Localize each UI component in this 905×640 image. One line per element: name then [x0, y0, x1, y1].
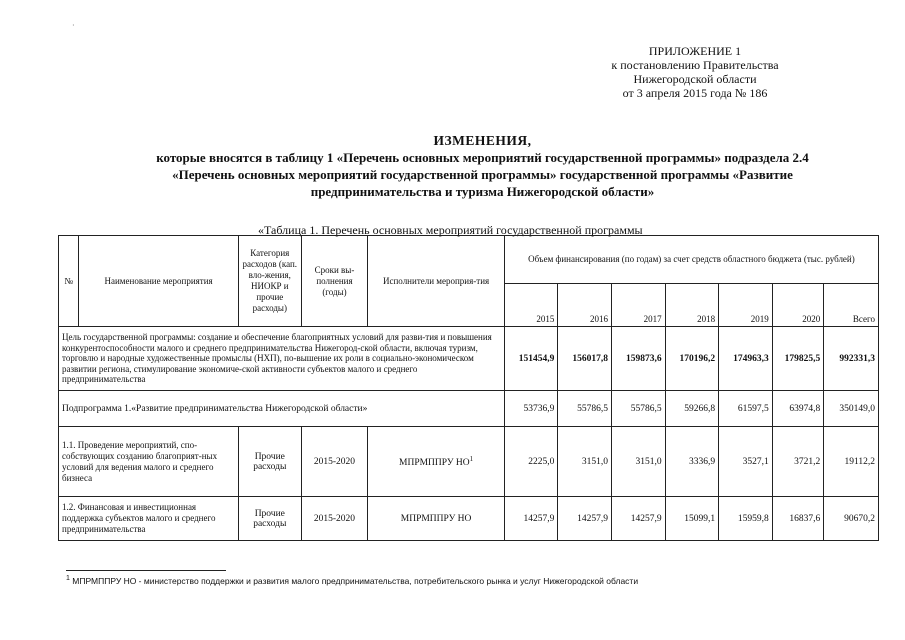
row-1-value-2019: 3527,1	[719, 427, 773, 497]
row-2-category: Прочие расходы	[238, 497, 301, 541]
goal-value-2017: 159873,6	[611, 327, 665, 391]
appendix-line-3: Нижегородской области	[633, 72, 757, 86]
subprogram-value-2017: 55786,5	[611, 391, 665, 427]
goal-value-2020: 179825,5	[772, 327, 824, 391]
subprogram-text: Подпрограмма 1.«Развитие предпринимательства Нижегородской области»	[59, 391, 505, 427]
subprogram-row	[59, 391, 879, 427]
row-1-term: 2015-2020	[301, 427, 368, 497]
row-1-category: Прочие расходы	[238, 427, 301, 497]
row-1-executor-text: МПРМППРУ НО	[399, 458, 470, 469]
row-1-value-total: 19112,2	[824, 427, 879, 497]
subprogram-value-2016: 55786,5	[558, 391, 612, 427]
row-2-value-2015: 14257,9	[504, 497, 558, 541]
row-1-value-2016: 3151,0	[558, 427, 612, 497]
goal-text: Цель государственной программы: создание и обеспечение благоприятных условий для разви-тия и повышения конкурентоспособности малого и среднего предпринимательства Нижегород-ской области, включая туризм, торговлю и народные художественные промыслы (НХП), по-вышение их роли в социально-экономическом развитии региона, стимулирование экономиче-ской активности субъектов малого и среднего предпринимательства	[59, 327, 505, 391]
row-2-term: 2015-2020	[301, 497, 368, 541]
year-header-total: Всего	[824, 284, 879, 327]
footnote-text: МПРМППРУ НО - министерство поддержки и развития малого предпринимательства, потребительского рынка и услуг Нижегородской области	[69, 575, 639, 586]
header-row-1	[59, 236, 879, 284]
appendix-line-1: ПРИЛОЖЕНИЕ 1	[648, 44, 742, 58]
appendix-line-2: к постановлению Правительства	[611, 58, 779, 72]
row-2-value-2019: 15959,8	[719, 497, 773, 541]
row-1-value-2017: 3151,0	[611, 427, 665, 497]
footnote-ref: 1	[469, 454, 474, 463]
footnote	[66, 575, 638, 586]
col-number-header: №	[59, 236, 79, 327]
footnote-divider	[66, 570, 226, 571]
heading-line-4: предпринимательства и туризма Нижегородской области»	[310, 184, 655, 199]
year-header-2016: 2016	[558, 284, 612, 327]
year-header-2018: 2018	[665, 284, 719, 327]
measures-table	[58, 235, 879, 541]
table-row	[59, 497, 879, 541]
table-caption: «Таблица 1. Перечень основных мероприятий государственной программы	[258, 223, 643, 237]
heading-line-2: которые вносятся в таблицу 1 «Перечень основных мероприятий государственной программы» подраздела 2.4	[156, 150, 809, 165]
appendix-line-4: от 3 апреля 2015 года № 186	[622, 86, 768, 100]
goal-row	[59, 327, 879, 391]
table-row	[59, 427, 879, 497]
col-term-header: Сроки вы-полнения (годы)	[301, 236, 368, 327]
scan-mark: ·	[72, 21, 75, 30]
row-2-value-2020: 16837,6	[772, 497, 824, 541]
subprogram-value-2018: 59266,8	[665, 391, 719, 427]
goal-value-total: 992331,3	[824, 327, 879, 391]
goal-value-2019: 174963,3	[719, 327, 773, 391]
year-header-2015: 2015	[504, 284, 558, 327]
goal-value-2016: 156017,8	[558, 327, 612, 391]
row-2-executor: МПРМППРУ НО	[368, 497, 504, 541]
subprogram-value-total: 350149,0	[824, 391, 879, 427]
footnote-mark: 1	[66, 575, 70, 582]
row-1-executor	[368, 427, 504, 497]
row-2-value-2018: 15099,1	[665, 497, 719, 541]
heading-title: ИЗМЕНЕНИЯ,	[433, 133, 532, 148]
row-2-name: 1.2. Финансовая и инвестиционная поддержка субъектов малого и среднего предпринимательства	[59, 497, 239, 541]
row-2-value-total: 90670,2	[824, 497, 879, 541]
heading-line-3: «Перечень основных мероприятий государственной программы» государственной программы «Развитие	[172, 167, 793, 182]
subprogram-value-2015: 53736,9	[504, 391, 558, 427]
col-funding-header: Объем финансирования (по годам) за счет средств областного бюджета (тыс. рублей)	[504, 236, 878, 284]
col-name-header: Наименование мероприятия	[79, 236, 239, 327]
row-1-value-2020: 3721,2	[772, 427, 824, 497]
document-heading	[60, 132, 905, 200]
col-category-header: Категория расходов (кап. вло-жения, НИОКР и прочие расходы)	[238, 236, 301, 327]
row-2-value-2017: 14257,9	[611, 497, 665, 541]
goal-value-2015: 151454,9	[504, 327, 558, 391]
year-header-2017: 2017	[611, 284, 665, 327]
subprogram-value-2020: 63974,8	[772, 391, 824, 427]
row-2-value-2016: 14257,9	[558, 497, 612, 541]
appendix-block	[560, 44, 830, 100]
year-header-2020: 2020	[772, 284, 824, 327]
row-1-value-2015: 2225,0	[504, 427, 558, 497]
row-1-name: 1.1. Проведение мероприятий, спо-собствующих созданию благоприят-ных условий для ведения малого и среднего бизнеса	[59, 427, 239, 497]
row-1-value-2018: 3336,9	[665, 427, 719, 497]
year-header-2019: 2019	[719, 284, 773, 327]
subprogram-value-2019: 61597,5	[719, 391, 773, 427]
col-executor-header: Исполнители мероприя-тия	[368, 236, 504, 327]
goal-value-2018: 170196,2	[665, 327, 719, 391]
